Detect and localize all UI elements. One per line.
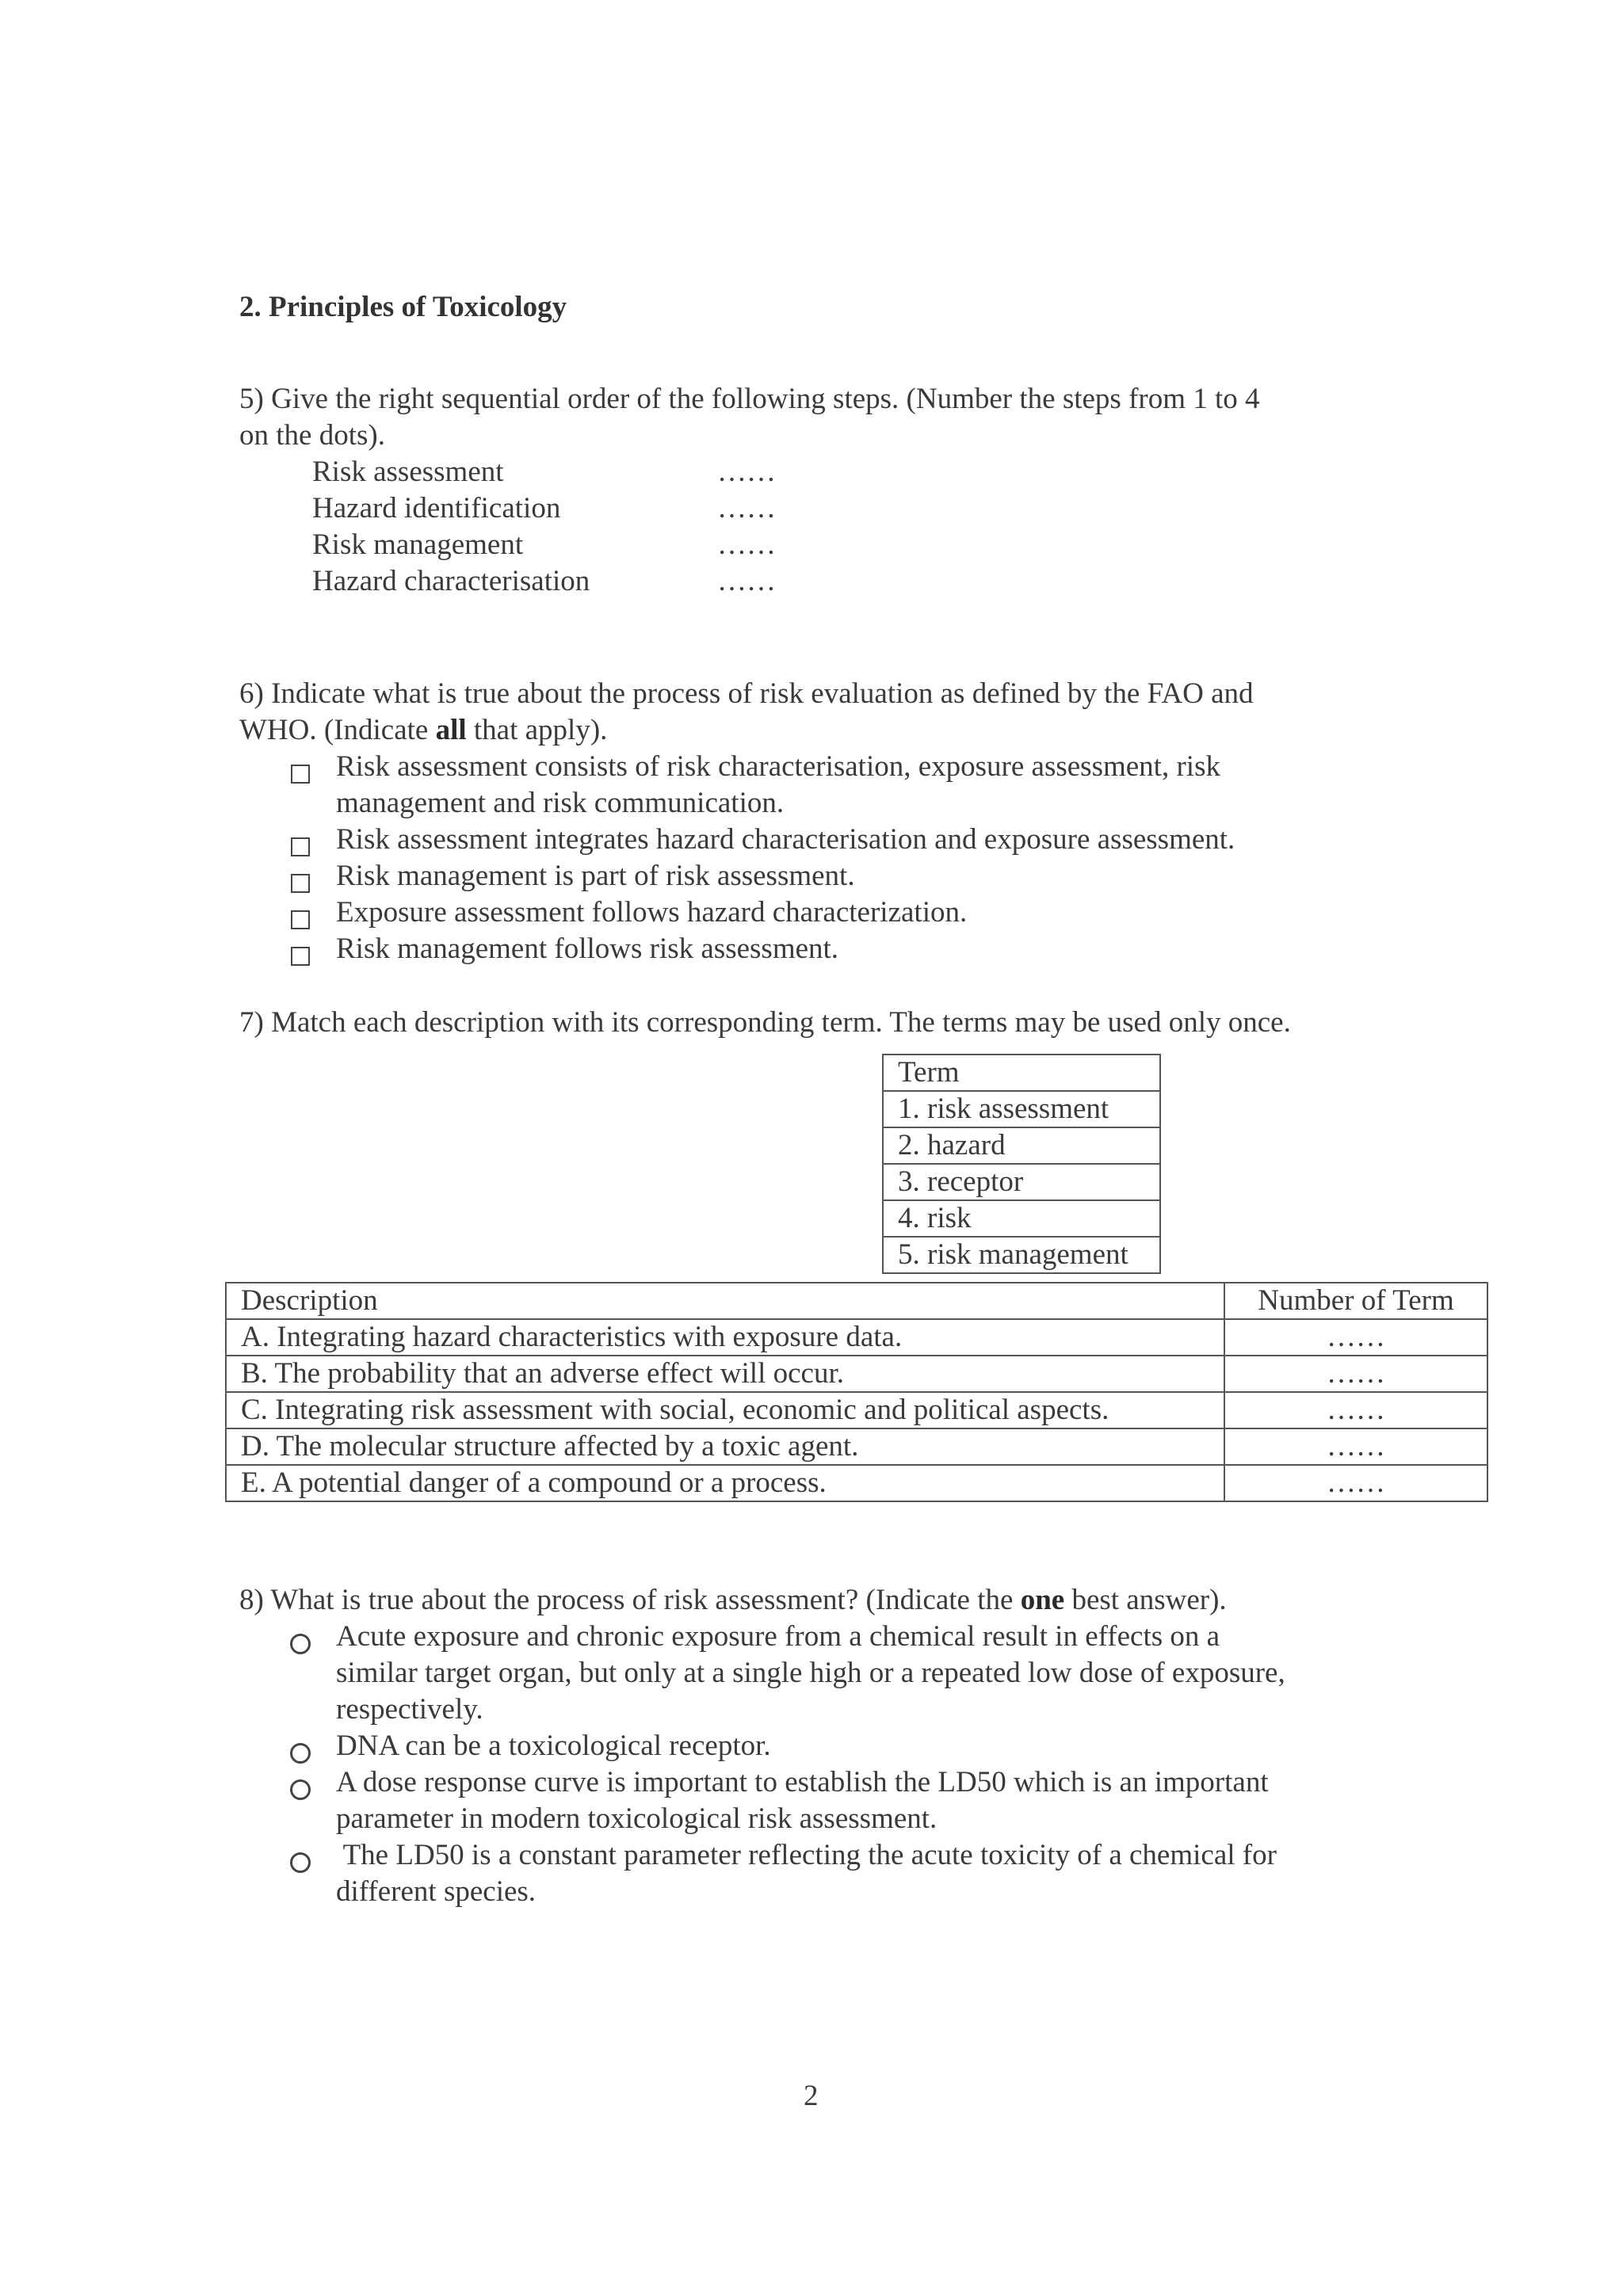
terms-header: Term: [883, 1055, 1160, 1091]
q7-prompt: 7) Match each description with its corresponding term. The terms may be used only once.: [239, 1006, 1291, 1039]
q5-step-blank[interactable]: ……: [717, 528, 776, 561]
answer-blank[interactable]: ……: [1224, 1356, 1487, 1392]
answer-blank[interactable]: ……: [1224, 1392, 1487, 1428]
q5-step-blank[interactable]: ……: [717, 565, 776, 597]
q6-option-text: Risk assessment integrates hazard characterisation and exposure assessment.: [336, 823, 1235, 856]
q8-prompt: 8) What is true about the process of risk assessment? (Indicate the one best answer).: [239, 1584, 1227, 1616]
section-title: 2. Principles of Toxicology: [239, 291, 567, 323]
q8-option-text: respectively.: [336, 1693, 483, 1726]
matching-table: [225, 1282, 1488, 1502]
description-cell: E. A potential danger of a compound or a process.: [226, 1465, 1224, 1501]
q6-option-text: Risk management is part of risk assessment.: [336, 860, 855, 892]
q5-step-label: Risk management: [312, 528, 524, 561]
answer-blank[interactable]: ……: [1224, 1428, 1487, 1465]
q8-option-text: similar target organ, but only at a single high or a repeated low dose of exposure,: [336, 1657, 1285, 1689]
q8-option-text: Acute exposure and chronic exposure from a chemical result in effects on a: [336, 1620, 1220, 1653]
terms-table: [882, 1054, 1161, 1274]
q5-step-label: Risk assessment: [312, 456, 504, 488]
description-header: Description: [226, 1283, 1224, 1319]
q8-option-text: different species.: [336, 1875, 537, 1908]
checkbox[interactable]: [291, 902, 310, 939]
q5-step-label: Hazard identification: [312, 492, 561, 524]
description-cell: C. Integrating risk assessment with social, economic and political aspects.: [226, 1392, 1224, 1428]
q5-step-label: Hazard characterisation: [312, 565, 590, 597]
term-cell: 2. hazard: [883, 1127, 1160, 1164]
q5-step-blank[interactable]: ……: [717, 492, 776, 524]
checkbox[interactable]: [291, 939, 310, 975]
q6-prompt-line2: WHO. (Indicate all that apply).: [239, 714, 608, 746]
radio-button[interactable]: [290, 1773, 311, 1810]
term-cell: 3. receptor: [883, 1164, 1160, 1200]
q5-step-blank[interactable]: ……: [717, 456, 776, 488]
q5-prompt-line1: 5) Give the right sequential order of the following steps. (Number the steps from 1 to 4: [239, 383, 1260, 415]
q6-option-text: Risk assessment consists of risk characterisation, exposure assessment, risk: [336, 750, 1220, 783]
checkbox[interactable]: [291, 757, 310, 793]
checkbox[interactable]: [291, 830, 310, 866]
term-cell: 4. risk: [883, 1200, 1160, 1237]
description-cell: A. Integrating hazard characteristics with exposure data.: [226, 1319, 1224, 1356]
term-cell: 1. risk assessment: [883, 1091, 1160, 1127]
q8-option-text: The LD50 is a constant parameter reflecting the acute toxicity of a chemical for: [336, 1839, 1277, 1871]
page-number: 2: [804, 2080, 819, 2112]
q5-prompt-line2: on the dots).: [239, 419, 385, 452]
q8-option-text: DNA can be a toxicological receptor.: [336, 1730, 771, 1762]
radio-button[interactable]: [290, 1737, 311, 1773]
q8-option-text: A dose response curve is important to establish the LD50 which is an important: [336, 1766, 1269, 1798]
q8-option-text: parameter in modern toxicological risk assessment.: [336, 1802, 938, 1835]
radio-button[interactable]: [290, 1846, 311, 1882]
number-header: Number of Term: [1224, 1283, 1487, 1319]
answer-blank[interactable]: ……: [1224, 1319, 1487, 1356]
q6-option-text: management and risk communication.: [336, 787, 785, 819]
answer-blank[interactable]: ……: [1224, 1465, 1487, 1501]
q6-prompt-line1: 6) Indicate what is true about the process of risk evaluation as defined by the FAO and: [239, 677, 1254, 710]
description-cell: D. The molecular structure affected by a toxic agent.: [226, 1428, 1224, 1465]
description-cell: B. The probability that an adverse effect will occur.: [226, 1356, 1224, 1392]
radio-button[interactable]: [290, 1627, 311, 1664]
q6-option-text: Exposure assessment follows hazard characterization.: [336, 896, 968, 929]
q6-option-text: Risk management follows risk assessment.: [336, 933, 839, 965]
term-cell: 5. risk management: [883, 1237, 1160, 1273]
checkbox[interactable]: [291, 866, 310, 902]
